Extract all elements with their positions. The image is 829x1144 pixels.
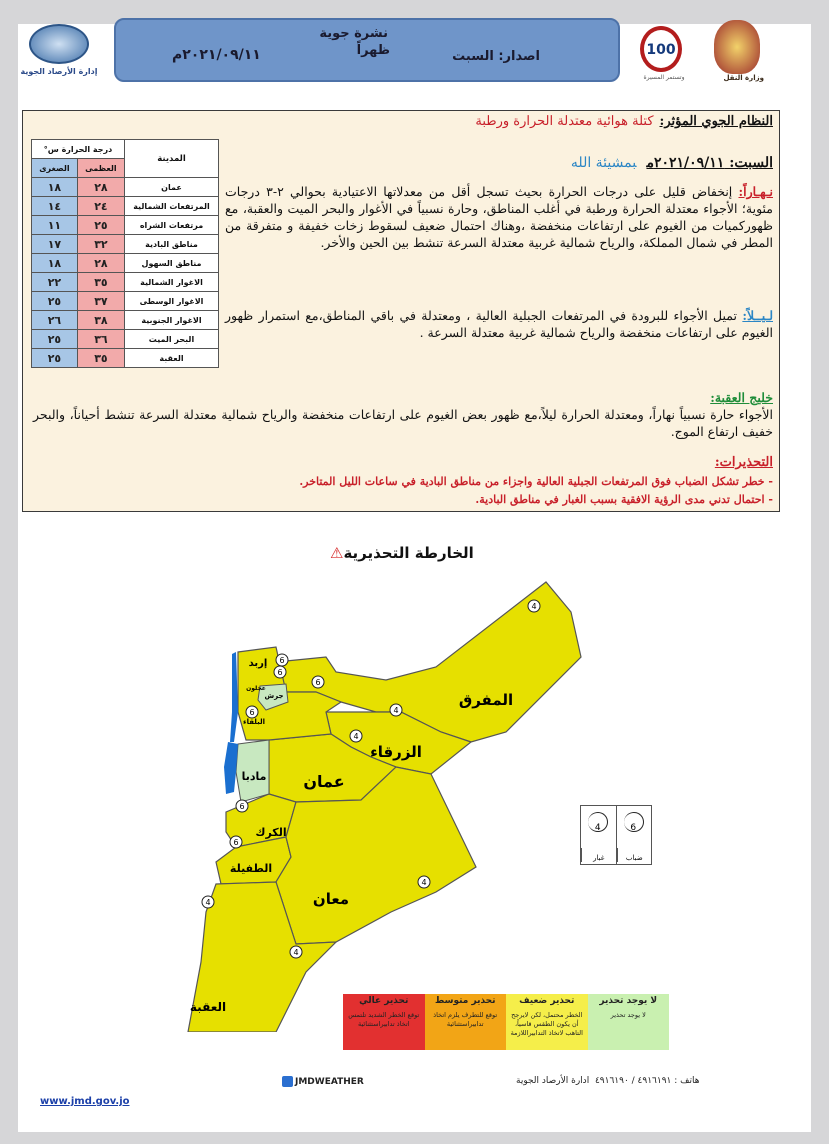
warning-code-label: 4 <box>393 706 399 715</box>
warning-item: - احتمال تدني مدى الرؤية الافقية بسبب الغبار في مناطق البادية. <box>475 493 773 506</box>
warning-triangle-icon: ⚠ <box>330 544 344 562</box>
temp-city: العقبة <box>125 349 219 368</box>
label-irbid: إربد <box>248 658 268 669</box>
jmd-logo <box>18 24 100 86</box>
temp-row <box>32 349 219 368</box>
key-body: لا يوجد تحذير <box>588 1008 670 1050</box>
min-header: الصغرى <box>32 159 78 178</box>
fog-caption: ضباب <box>617 848 652 862</box>
temp-max: ٣٥ <box>77 349 124 368</box>
temp-row <box>32 292 219 311</box>
fog-code: 6 <box>624 812 644 832</box>
temp-row <box>32 273 219 292</box>
key-heading: تحذير عالي <box>343 994 425 1008</box>
night-section-label: لـيــلاً: <box>742 308 773 323</box>
jmd-handle: JMDWEATHER <box>295 1077 364 1087</box>
system-label: النظام الجوي المؤثر: <box>659 114 773 129</box>
temp-max: ٣٨ <box>77 311 124 330</box>
temp-min: ١٨ <box>32 178 78 197</box>
period-label: ظهراً <box>356 43 390 58</box>
symbols-legend <box>580 805 652 865</box>
temp-city: المرتفعات الشمالية <box>125 197 219 216</box>
temp-min: ٢٢ <box>32 273 78 292</box>
day-paragraph <box>225 183 773 251</box>
temp-header: درجة الحرارة س° <box>32 140 125 159</box>
bulletin-title: نشرة جوية <box>319 26 388 41</box>
temp-max: ٢٨ <box>77 178 124 197</box>
warning-code-label: 4 <box>205 898 211 907</box>
temp-row <box>32 197 219 216</box>
temp-city: مرتفعات الشراه <box>125 216 219 235</box>
temp-city: مناطق السهول <box>125 254 219 273</box>
key-column <box>425 994 507 1050</box>
temp-min: ٢٥ <box>32 349 78 368</box>
label-maan: معان <box>312 890 350 908</box>
temp-max: ٢٤ <box>77 197 124 216</box>
insha-text: بمشيئة الله <box>570 155 637 171</box>
map-title <box>330 544 474 562</box>
warning-code-label: 4 <box>293 948 299 957</box>
warning-code-label: 6 <box>233 838 239 847</box>
temp-min: ١٧ <box>32 235 78 254</box>
night-text: تميل الأجواء للبرودة في المرتفعات الجبلية العالية ، ومعتدلة في باقي المناطق،مع استمرار ظهور الغيوم على ارتفاعات منخفضة والرياح شمالية غربية معتدلة السرعة . <box>225 308 773 340</box>
key-body: توقع للتطرف يلزم اتخاذ تدابيراستثنائية <box>425 1008 507 1050</box>
temp-max: ٢٨ <box>77 254 124 273</box>
instagram-icon <box>282 1076 293 1087</box>
temp-city: الاغوار الجنوبية <box>125 311 219 330</box>
footer-phone: هاتف : ٤٩١٦١٩١ / ٤٩١٦١٩٠ <box>594 1076 700 1086</box>
fog-legend <box>616 806 652 864</box>
warnings-label: التحذيرات: <box>714 455 773 470</box>
temp-city: الاغوار الشمالية <box>125 273 219 292</box>
jordan-river <box>230 652 238 742</box>
aqaba-text: الأجواء حارة نسبياً نهاراً، ومعتدلة الحرارة ليلاً،مع ظهور بعض الغيوم على ارتفاعات منخفضة والرياح شمالية معتدلة السرعة تنشط أحياناً، والبحر خفيف ارتفاع الموج. <box>33 407 773 439</box>
dust-code: 4 <box>588 812 608 832</box>
issue-date: ٢٠٢١/٠٩/١١م <box>172 47 261 63</box>
day-line <box>571 155 773 171</box>
map-title-text: الخارطة التحذيرية <box>343 544 474 562</box>
temp-city: الاغوار الوسطى <box>125 292 219 311</box>
dust-legend <box>581 806 616 864</box>
temp-min: ١١ <box>32 216 78 235</box>
temp-min: ٢٥ <box>32 330 78 349</box>
jmd-logo-caption: إدارة الأرصاد الجوية <box>20 67 98 76</box>
warning-code-label: 6 <box>277 668 283 677</box>
temp-row <box>32 311 219 330</box>
centenary-badge-icon: 100 <box>640 26 682 72</box>
warning-code-label: 4 <box>531 602 537 611</box>
temp-max: ٣٦ <box>77 330 124 349</box>
label-balqa: البلقاء <box>243 718 265 726</box>
system-value: كتلة هوائية معتدلة الحرارة ورطبة <box>475 114 654 129</box>
ministry-logos <box>636 18 766 84</box>
temp-max: ٣٧ <box>77 292 124 311</box>
key-column <box>506 994 588 1050</box>
temp-city: مناطق البادية <box>125 235 219 254</box>
label-amman: عمان <box>303 772 345 791</box>
weather-system <box>475 114 773 129</box>
temp-city: عمان <box>125 178 219 197</box>
key-heading: لا يوجد تحذير <box>588 994 670 1008</box>
city-header: المدينة <box>125 140 219 178</box>
key-column <box>343 994 425 1050</box>
warning-code-label: 6 <box>249 708 255 717</box>
temp-row <box>32 235 219 254</box>
website-link[interactable]: www.jmd.gov.jo <box>40 1096 130 1107</box>
label-zarqa: الزرقاء <box>370 743 422 761</box>
temp-max: ٣٢ <box>77 235 124 254</box>
day-section-label: نـهـاراً: <box>738 184 773 199</box>
label-karak: الكرك <box>255 826 287 839</box>
footer-org: ادارة الأرصاد الجوية <box>516 1076 590 1086</box>
dust-caption: غبار <box>581 848 616 862</box>
max-header: العظمى <box>77 159 124 178</box>
issue-label: اصدار: السبت <box>452 49 540 64</box>
temp-row <box>32 216 219 235</box>
jmd-emblem-icon <box>29 24 89 64</box>
centenary-caption: وتستمر المسيرة <box>643 74 685 81</box>
temp-min: ١٨ <box>32 254 78 273</box>
key-column <box>588 994 670 1050</box>
label-madaba: مادبا <box>241 770 267 783</box>
temp-row <box>32 254 219 273</box>
warning-map <box>176 562 596 1032</box>
temp-min: ٢٥ <box>32 292 78 311</box>
warning-code-label: 4 <box>421 878 427 887</box>
day-label: السبت: ٢٠٢١/٠٩/١١م <box>646 155 773 171</box>
key-heading: تحذير ضعيف <box>506 994 588 1008</box>
temp-max: ٣٥ <box>77 273 124 292</box>
label-aqaba: العقبة <box>189 1000 227 1014</box>
header-banner <box>114 18 620 82</box>
dead-sea <box>224 742 238 794</box>
warning-code-label: 6 <box>279 656 285 665</box>
temp-max: ٢٥ <box>77 216 124 235</box>
aqaba-paragraph <box>33 389 773 440</box>
temp-min: ١٤ <box>32 197 78 216</box>
temp-city: البحر الميت <box>125 330 219 349</box>
night-paragraph <box>225 307 773 341</box>
label-ajloun: عجلون <box>246 685 266 692</box>
label-mafraq: المفرق <box>458 691 514 709</box>
label-jerash: جرش <box>264 692 284 700</box>
footer-contact <box>516 1076 699 1086</box>
temp-min: ٢٦ <box>32 311 78 330</box>
warning-key <box>343 994 669 1050</box>
key-body: توقع الخطر الشديد تلتمس اتخاذ تدابيراستثنائية <box>343 1008 425 1050</box>
ministry-caption: وزارة النقل <box>723 74 764 82</box>
jmd-social[interactable] <box>282 1076 364 1087</box>
warning-code-label: 4 <box>353 732 359 741</box>
temperature-table <box>31 139 219 368</box>
warning-code-label: 6 <box>239 802 245 811</box>
key-body: الخطر محتمل، لكن لايرجح أن يكون الطقس قاسياً، التاهب لاتخاذ التدابيراللازمة <box>506 1008 588 1050</box>
aqaba-label: خليج العقبة: <box>710 390 773 405</box>
royal-crest-icon <box>714 20 760 74</box>
warning-item: - خطر تشكل الضباب فوق المرتفعات الجبلية العالية واجزاء من مناطق البادية في ساعات الليل المتاخر. <box>299 475 773 488</box>
day-text: إنخفاض قليل على درجات الحرارة بحيث تسجل أقل من معدلاتها الاعتيادية بحوالي ٢-٣ درجات مئوية؛ الأجواء معتدلة الحرارة ورطبة في أغلب المناطق، وحارة نسبياً في الأغوار والبحر الميت والعقبة، مع ظهوركميات من الغيوم على ارتفاعات منخفضة ،وهناك احتمال ضعيف لسقوط زخات خفيفة و متفرقة من المطر في شمال المملكة، والرياح شمالية غربية معتدلة السرعة تنشط بين الحين والأخر. <box>225 184 773 250</box>
key-heading: تحذير متوسط <box>425 994 507 1008</box>
label-tafila: الطفيلة <box>229 862 273 875</box>
temp-row <box>32 178 219 197</box>
temp-row <box>32 330 219 349</box>
warning-code-label: 6 <box>315 678 321 687</box>
forecast-box <box>22 110 780 512</box>
